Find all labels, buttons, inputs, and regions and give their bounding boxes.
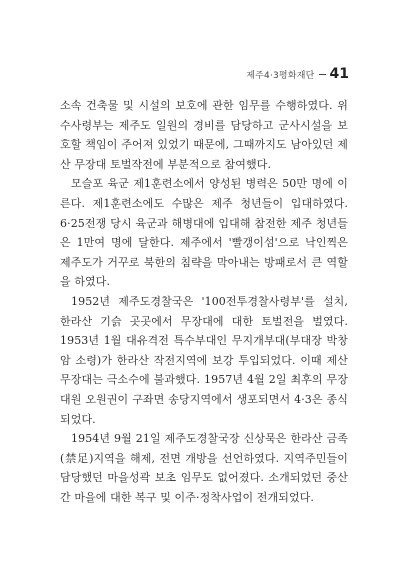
header-rule (319, 74, 326, 75)
paragraph: 1952년 제주도경찰국은 '100전투경찰사령부'를 설치, 한라산 기슭 곳곳에서 무장대에 대한 토벌전을 벌였다. 1953년 1월 대유격전 특수부대인 무지개부대(부대장 박창암 소령)가 한라산 작전지역에 보강 투입되었다. 이때 제산 무장대는 극소수에 불과했다. 1957년 4월 2일 최후의 무장대원 오원권이 구좌면 송당지역에서 생포되면서 4·3은 종식되었다. (60, 294, 348, 426)
paragraph: 모슬포 육군 제1훈련소에서 양성된 병력은 50만 명에 이른다. 제1훈련소에도 수많은 제주 청년들이 입대하였다. 6·25전쟁 당시 육군과 해병대에 입대해 참전한 제주 청년들은 1만여 명에 달한다. 제주에서 '빨갱이섬'으로 낙인찍은 제주도가 거꾸로 북한의 침략을 막아내는 방패로서 큰 역할을 하였다. (60, 177, 348, 289)
page-number: 41 (329, 66, 349, 82)
running-title: 제주4·3평화재단 (246, 71, 315, 81)
page-header (246, 66, 349, 82)
paragraph: 1954년 9월 21일 제주도경찰국장 신상묵은 한라산 금족(禁足)지역을 해제, 전면 개방을 선언하였다. 지역주민들이 담당했던 마을성곽 보초 임무도 없어졌다. 소개되었던 중산간 마을에 대한 복구 및 이주·정착사업이 전개되었다. (60, 432, 348, 504)
paragraph: 소속 건축물 및 시설의 보호에 관한 임무를 수행하였다. 위수사령부는 제주도 일원의 경비를 담당하고 군사시설을 보호할 책임이 주어져 있었기 때문에, 그때까지도 남아있던 제산 무장대 토벌작전에 부분적으로 참여했다. (60, 99, 348, 171)
body-text (60, 96, 348, 507)
